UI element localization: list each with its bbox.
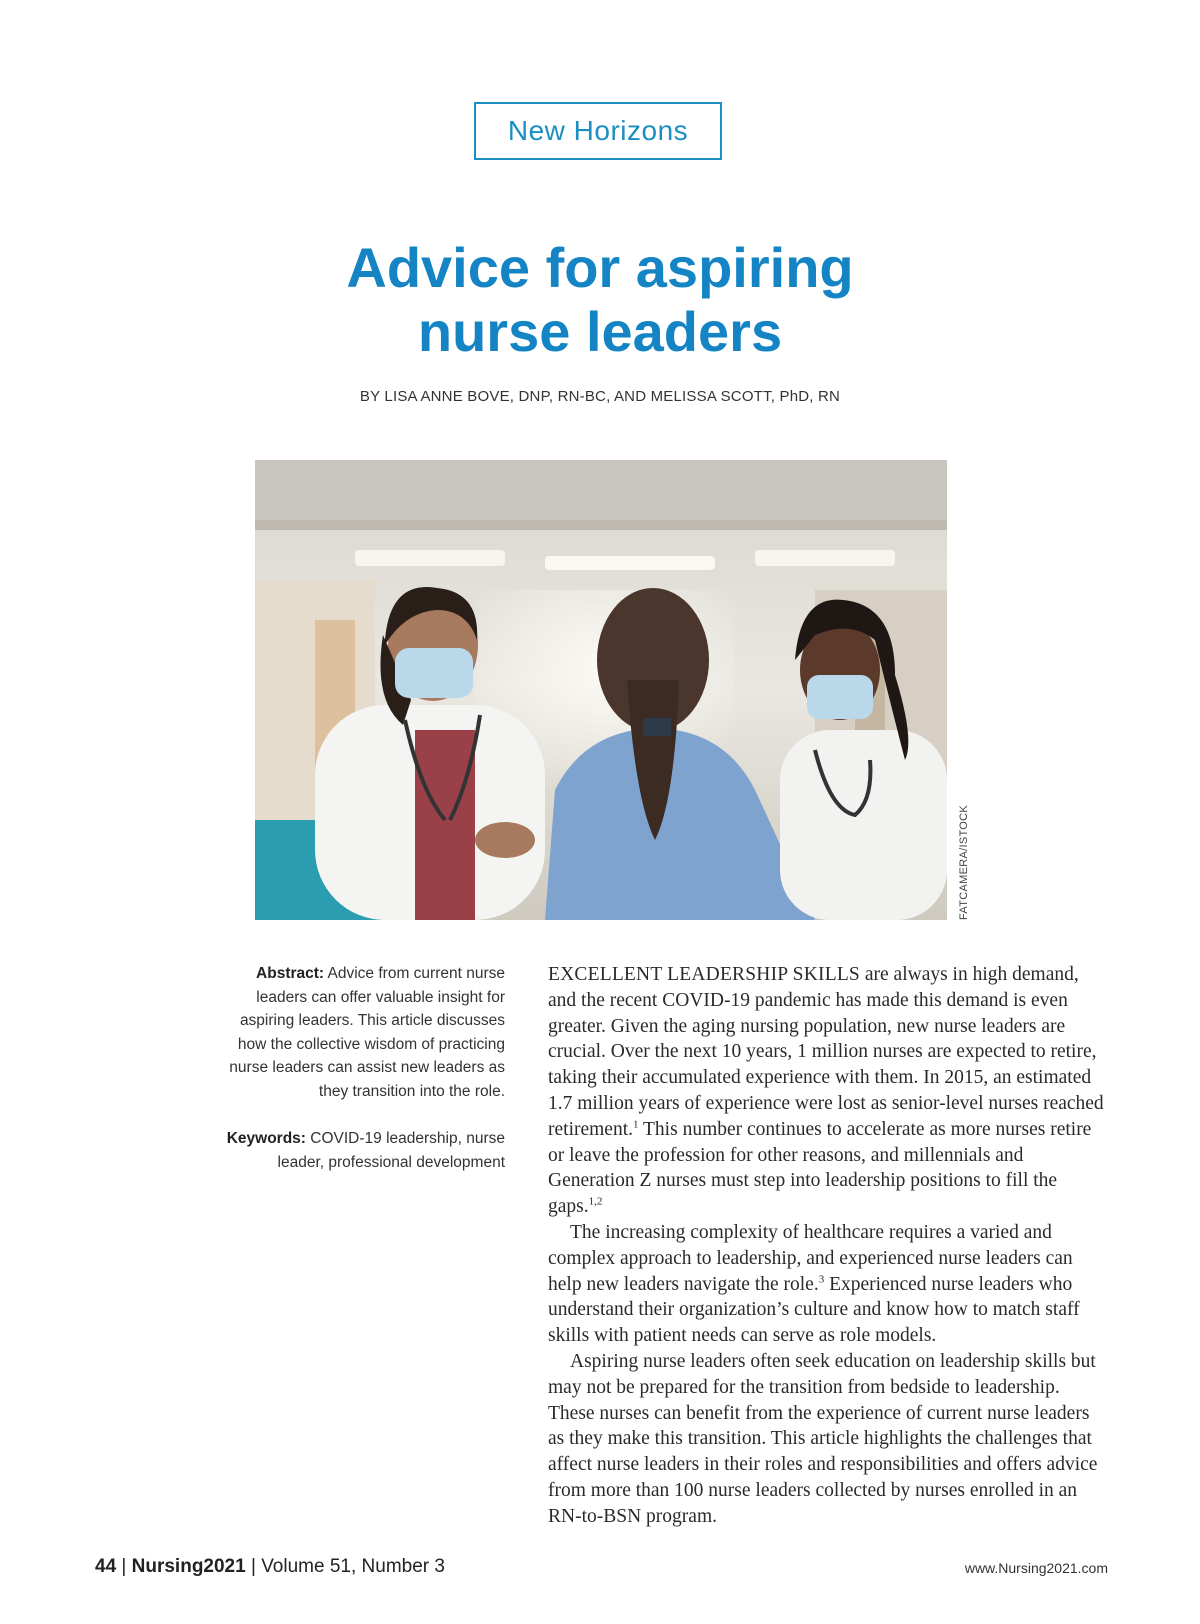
website-url[interactable]: www.Nursing2021.com [964, 1560, 1108, 1576]
section-label-text: New Horizons [507, 115, 689, 146]
keywords-label: Keywords: [226, 1130, 306, 1147]
citation-3: 3 [818, 1273, 825, 1286]
footer-separator: | [121, 1556, 127, 1577]
page-footer [95, 1556, 445, 1578]
magazine-name: Nursing2021 [131, 1556, 246, 1577]
lead-in-caps: EXCELLENT LEADERSHIP SKILLS [548, 964, 860, 985]
body-paragraph-3: Aspiring nurse leaders often seek education on leadership skills but may not be prepared for the transition from bedside to leadership. These nurses can benefit from the experience of current nurse leaders as they make this transition. This article highlights the challenges that affect nurse leaders in their roles and responsibilities and offers advice from more than 100 nurse leaders collected by nurses enrolled in an RN-to-BSN program. [548, 1350, 1098, 1527]
issue-info: Volume 51, Number 3 [261, 1556, 445, 1577]
keywords-paragraph [215, 1127, 505, 1174]
abstract-text: Advice from current nurse leaders can offer valuable insight for aspiring leaders. This article discusses how the collective wisdom of practicing nurse leaders can assist new leaders as they transition into the role. [229, 965, 505, 1100]
abstract-label: Abstract: [256, 965, 325, 982]
article-title [200, 236, 1000, 364]
abstract-paragraph [215, 962, 505, 1103]
body-p2-part-a: The increasing complexity of healthcare requires a varied and complex approach to leadership, and experienced nurse leaders can help new leaders navigate the role. [548, 1221, 1073, 1295]
page-number: 44 [95, 1556, 117, 1577]
photo-credit: FATCAMERA/ISTOCK [958, 804, 970, 920]
footer-separator-2: | [250, 1556, 256, 1577]
article-photo [255, 460, 947, 920]
citation-1: 1 [633, 1118, 639, 1131]
abstract-block [215, 962, 505, 1198]
title-line-1: Advice for aspiring [346, 236, 854, 299]
body-paragraph-2 [548, 1220, 1108, 1349]
article-body [548, 962, 1108, 1530]
nurses-photo-illustration [255, 460, 947, 920]
body-paragraph-1 [548, 962, 1108, 1220]
body-p1-part-a: are always in high demand, and the recent COVID-19 pandemic has made this demand is even greater. Given the aging nursing population, new nurse leaders are crucial. Over the next 10 years, 1 million nurses are expected to retire, taking their accumulated experience with them. In 2015, an estimated 1.7 million years of experience were lost as senior-level nurses reached retirement. [548, 964, 1104, 1140]
section-label [474, 102, 722, 160]
byline: BY LISA ANNE BOVE, DNP, RN-BC, AND MELISSA SCOTT, PhD, RN [359, 388, 841, 405]
keywords-text: COVID-19 leadership, nurse leader, professional development [277, 1130, 505, 1171]
title-line-2: nurse leaders [417, 300, 783, 363]
body-p1-part-b: This number continues to accelerate as more nurses retire or leave the profession for other reasons, and millennials and Generation Z nurses must step into leadership positions to fill the gaps. [548, 1118, 1092, 1218]
citation-1-2: 1,2 [588, 1195, 603, 1208]
body-p2-part-b: Experienced nurse leaders who understand their organization’s culture and know how to match staff skills with patient needs can serve as role models. [548, 1273, 1080, 1347]
